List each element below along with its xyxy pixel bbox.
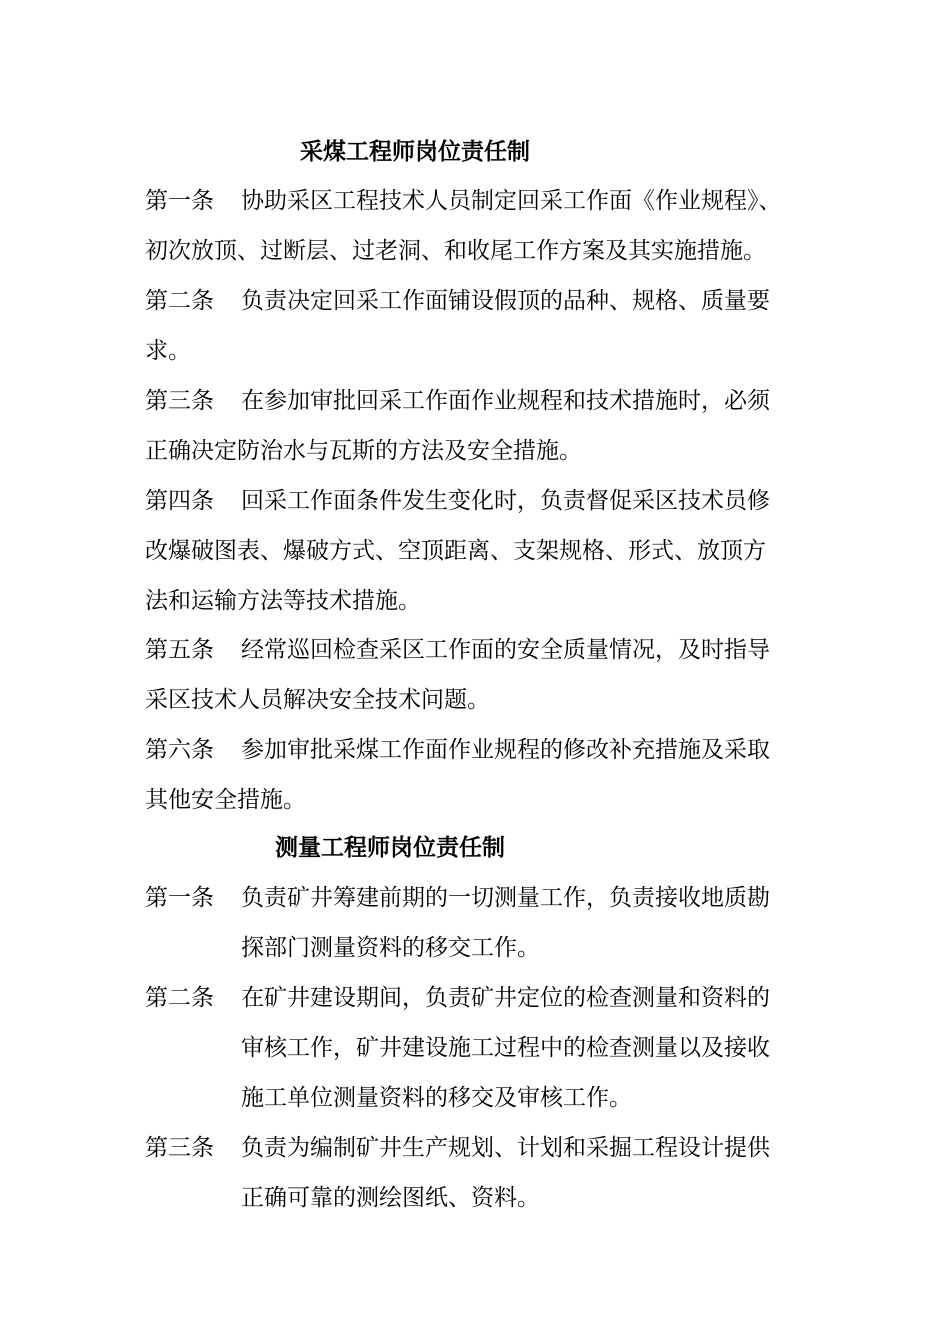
article-number: 第二条 bbox=[145, 288, 214, 314]
article-line: 其他安全措施。 bbox=[145, 787, 306, 813]
article-text: 负责矿井筹建前期的一切测量工作，负责接收地质勘 bbox=[241, 885, 770, 911]
article-line bbox=[145, 983, 770, 1013]
article-line: 初次放顶、过断层、过老洞、和收尾工作方案及其实施措施。 bbox=[145, 238, 766, 264]
article-line: 正确可靠的测绘图纸、资料。 bbox=[241, 1185, 540, 1211]
article-number: 第一条 bbox=[145, 188, 214, 214]
article-line: 施工单位测量资料的移交及审核工作。 bbox=[241, 1085, 632, 1111]
article-text: 在参加审批回采工作面作业规程和技术措施时，必须 bbox=[241, 388, 770, 414]
article-text: 负责决定回采工作面铺设假顶的品种、规格、质量要 bbox=[241, 288, 770, 314]
article-text: 负责为编制矿井生产规划、计划和采掘工程设计提供 bbox=[241, 1135, 770, 1161]
article-line bbox=[145, 635, 770, 665]
article-line: 正确决定防治水与瓦斯的方法及安全措施。 bbox=[145, 438, 582, 464]
article-text: 回采工作面条件发生变化时，负责督促采区技术员修 bbox=[241, 488, 770, 514]
article-text: 在矿井建设期间，负责矿井定位的检查测量和资料的 bbox=[241, 985, 770, 1011]
article-line bbox=[145, 386, 770, 416]
article-line bbox=[145, 286, 770, 316]
article-text: 协助采区工程技术人员制定回采工作面《作业规程》、 bbox=[241, 188, 782, 214]
article-number: 第六条 bbox=[145, 737, 214, 763]
article-text: 经常巡回检查采区工作面的安全质量情况，及时指导 bbox=[241, 637, 770, 663]
article-number: 第三条 bbox=[145, 388, 214, 414]
article-line: 改爆破图表、爆破方式、空顶距离、支架规格、形式、放顶方 bbox=[145, 538, 766, 564]
section-title-survey-engineer: 测量工程师岗位责任制 bbox=[275, 834, 505, 861]
article-line: 探部门测量资料的移交工作。 bbox=[241, 935, 540, 961]
article-line: 求。 bbox=[145, 338, 191, 364]
article-line bbox=[145, 186, 782, 216]
article-number: 第一条 bbox=[145, 885, 214, 911]
article-line: 法和运输方法等技术措施。 bbox=[145, 588, 421, 614]
article-number: 第五条 bbox=[145, 637, 214, 663]
article-number: 第二条 bbox=[145, 985, 214, 1011]
article-line bbox=[145, 883, 770, 913]
article-line bbox=[145, 735, 770, 765]
article-number: 第四条 bbox=[145, 488, 214, 514]
article-text: 参加审批采煤工作面作业规程的修改补充措施及采取 bbox=[241, 737, 770, 763]
article-number: 第三条 bbox=[145, 1135, 214, 1161]
article-line: 审核工作，矿井建设施工过程中的检查测量以及接收 bbox=[241, 1035, 770, 1061]
article-line bbox=[145, 486, 770, 516]
article-line bbox=[145, 1133, 770, 1163]
section-title-mining-engineer: 采煤工程师岗位责任制 bbox=[300, 138, 530, 165]
article-line: 采区技术人员解决安全技术问题。 bbox=[145, 687, 490, 713]
